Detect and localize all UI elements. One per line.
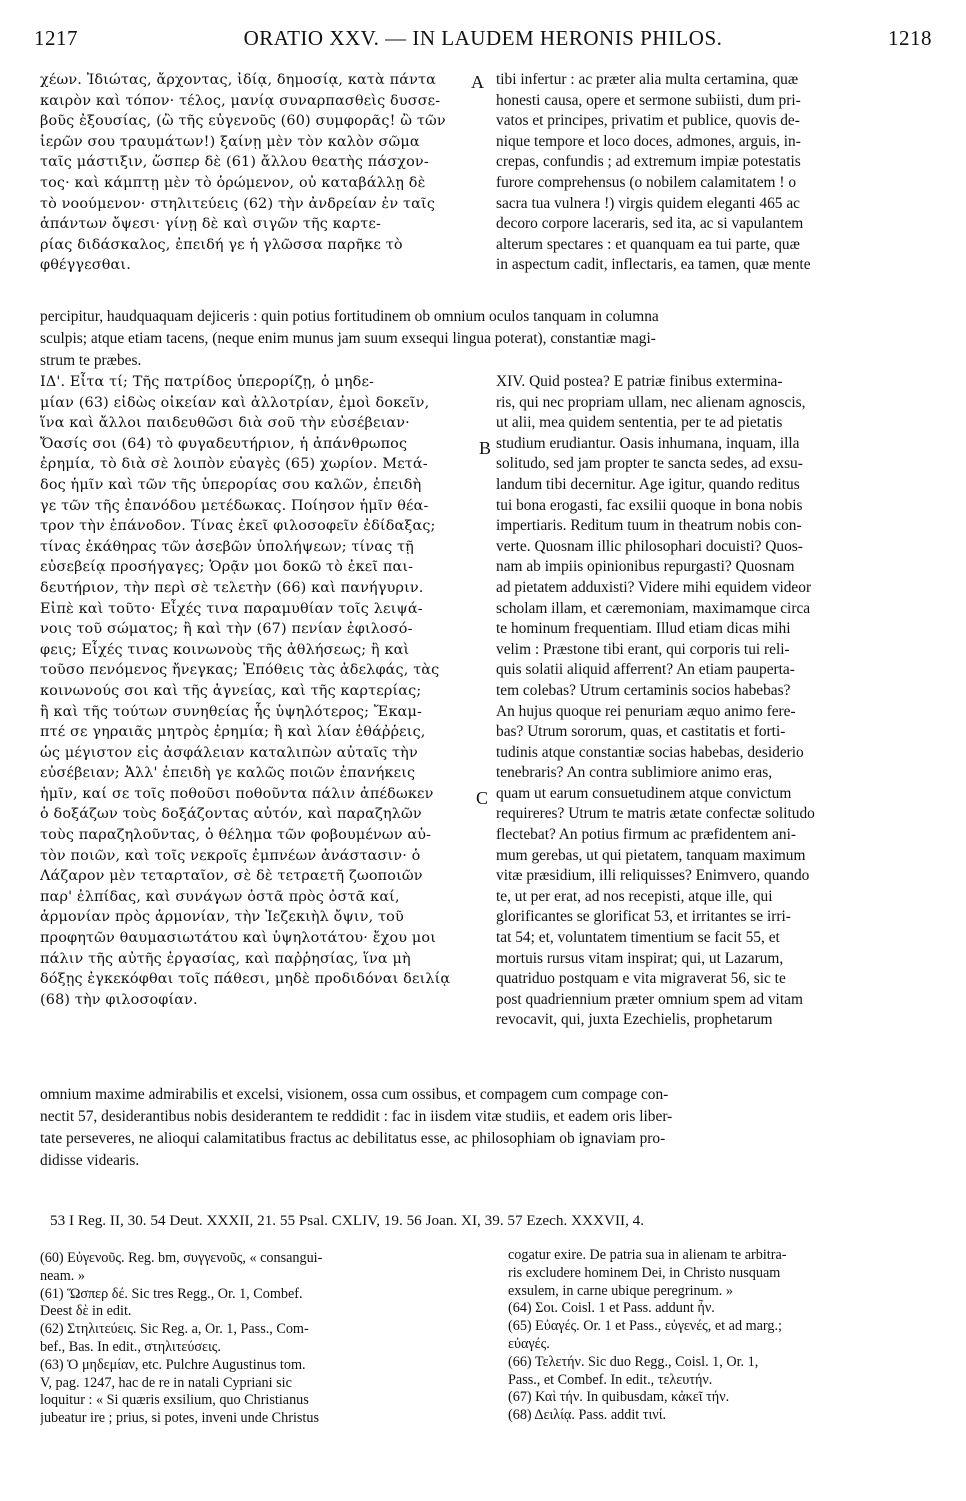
text-line: quatriduo postquam e vita migraverat 56, sic te — [496, 970, 786, 988]
text-line: tudinis atque constantiæ socias habebas, desiderio — [496, 743, 804, 761]
text-line: cogatur exire. De patria sua in alienam te arbitra- — [508, 1247, 787, 1263]
text-line: nectit 57, desiderantibus nobis desiderantem te reddidit : fac in iisdem vitæ studiis, et eadem oris liber- — [40, 1108, 673, 1125]
text-line: τοὺς παραζηλοῦντας, ὁ θέλημα τῶν φοβουμένων αὐ- — [40, 827, 432, 844]
text-line: mortuis rursus vitam inspirat; qui, ut Lazarum, — [496, 949, 784, 967]
text-line: tat 54; et, voluntatem timentium se facit 55, et — [496, 929, 780, 947]
text-line: (61) Ὥσπερ δέ. Sic tres Regg., Or. 1, Combef. — [40, 1285, 303, 1302]
text-line: ἱερῶν σου τραυμάτων!) ξαίνῃ μὲν τὸν καλὸν σῶμα — [40, 133, 420, 150]
text-line: (68) Δειλίᾳ. Pass. addit τινί. — [508, 1407, 667, 1424]
text-line: (60) Εὐγενοῦς. Reg. bm, συγγενοῦς, « consangui- — [40, 1250, 323, 1266]
text-line: omnium maxime admirabilis et excelsi, visionem, ossa cum ossibus, et compagem cum compage con- — [40, 1086, 669, 1103]
text-line: vatos et principes, privatim et publice, quovis de- — [496, 112, 800, 130]
text-line: furore comprehensus (o nobilem calamitatem ! o — [496, 173, 797, 191]
text-line: ἐρημία, τὸ διὰ σὲ λοιπὸν εὐαγὲς (65) χωρίον. Μετά- — [40, 456, 428, 473]
text-line: Εἰπὲ καὶ τοῦτο· Εἶχές τινα παραμυθίαν τοῖς λειψά- — [40, 600, 423, 617]
text-line: solitudo, sed jam propter te sancta sedes, ad exsu- — [496, 455, 803, 473]
text-line: (64) Σοι. Coisl. 1 et Pass. addunt ἦν. — [508, 1300, 715, 1317]
text-line: (67) Καὶ τήν. In quibusdam, κἀκεῖ τήν. — [508, 1389, 730, 1406]
text-line: εὐσεβείᾳ προσήγαγες; Ὁρᾷν μοι δοκῶ τὸ ἐκεῖ παι- — [40, 559, 414, 576]
text-line: alterum spectares : et quanquam ea tui parte, quæ — [496, 235, 800, 253]
text-line: (65) Εὐαγές. Or. 1 et Pass., εὐγενές, et ad marg.; — [508, 1318, 782, 1335]
text-line: quam ut earum consuetudinem atque convictum — [496, 784, 792, 802]
running-title: ORATIO XXV. — IN LAUDEM HERONIS PHILOS. — [243, 26, 723, 50]
text-line: χέων. Ἰδιώτας, ἄρχοντας, ἰδίᾳ, δημοσίᾳ, κατὰ πάντα — [40, 72, 436, 88]
text-line: tate perseveres, ne alioqui calamitatibus fractus ac debilitatus esse, ac philosophiam ob ignaviam pro- — [40, 1130, 666, 1147]
text-line: neam. » — [40, 1267, 85, 1284]
text-line: studium erudiantur. Oasis inhumana, inquam, illa — [496, 434, 800, 452]
text-line: requireres? Utrum te matris ætate confectæ solitudo — [496, 805, 815, 823]
text-line: μίαν (63) εἰδὼς οἰκείαν καὶ ἀλλοτρίαν, ἐμοὶ δοκεῖν, — [40, 394, 430, 411]
text-line: velim : Præstone tibi erant, qui corporis tui reli- — [496, 640, 790, 658]
text-line: flectebat? An potius firmum ac præfidentem ani- — [496, 826, 797, 844]
running-header — [34, 26, 932, 56]
text-line: scholam illam, et cæremoniam, maximamque circa — [496, 599, 811, 617]
text-line: τοῦσο πενόμενος ἤνεγκας; Ἐπόθεις τὰς ἀδελφάς, τὰς — [40, 662, 440, 679]
text-line: ταῖς μάστιξιν, ὥσπερ δὲ (61) ἄλλου θεατὴς πάσχον- — [40, 154, 429, 171]
text-line: Pass., et Combef. In edit., τελευτήν. — [508, 1371, 713, 1388]
text-line: didisse videaris. — [40, 1152, 140, 1169]
text-line: landum tibi decernitur. Age igitur, quando reditus — [496, 475, 800, 493]
text-line: ris excludere hominem Dei, in Christo nusquam — [508, 1264, 781, 1281]
greek-column-middle — [40, 372, 487, 1010]
text-line: Ὄασίς σοι (64) τὸ φυγαδευτήριον, ἡ ἀπάνθρωπος — [40, 435, 408, 452]
text-line: τος· καὶ κάμπτῃ μὲν τὸ ὁρώμενον, οὐ καταβάλλῃ δὲ — [40, 174, 426, 191]
text-line: nam ab impiis opinionibus repurgasti? Quosnam — [496, 558, 795, 576]
text-line: (66) Τελετήν. Sic duo Regg., Coisl. 1, Or. 1, — [508, 1353, 759, 1370]
latin-full-width-1 — [40, 306, 940, 372]
page-number-left: 1217 — [34, 26, 78, 50]
text-line: tenebraris? An contra sublimiore animo eras, — [496, 764, 773, 782]
section-marker-a: A — [471, 72, 484, 92]
text-line: glorificantes se glorificat 53, et irritantes se irri- — [496, 908, 791, 926]
text-line: βοῦς ἐξουσίας, (ὢ τῆς εὐγενοῦς (60) συμφορᾶς! ὢ τῶν — [40, 113, 446, 130]
text-line: revocavit, qui, juxta Ezechielis, prophetarum — [496, 1011, 773, 1029]
text-line: πτέ σε γηραιᾶς μητρὸς ἐρημία; ἢ καὶ λίαν ἐθάῤῥεις, — [40, 724, 426, 741]
text-line: post quadriennium præter omnium spem ad vitam — [496, 990, 803, 1008]
text-line: πάλιν τῆς αὐτῆς ἐργασίας, καὶ παῤῥησίας, ἵνα μὴ — [40, 950, 411, 967]
section-marker-c: C — [476, 788, 489, 808]
text-line: ad pietatem adduxisti? Videre mihi equidem videor — [496, 578, 812, 596]
text-line: verte. Quosnam illic philosophari docuisti? Quos- — [496, 537, 803, 555]
latin-column-top — [496, 70, 936, 276]
text-line: bas? Utrum sororum, quas, et castitatis et forti- — [496, 723, 786, 741]
text-line: sculpis; atque etiam tacens, (neque enim munus jam suum exsequi lingua poterat), constantiæ magi- — [40, 330, 656, 347]
text-line: mum gerebas, ut qui pietatem, tanquam maximum — [496, 846, 806, 864]
text-line: φθέγγεσθαι. — [40, 257, 131, 274]
text-line: ρίας διδάσκαλος, ἐπειδή γε ἡ γλῶσσα παρῆκε τὸ — [40, 236, 403, 253]
text-line: tibi infertur : ac præter alia multa certamina, quæ — [496, 71, 799, 88]
text-line: (63) Ὁ μηδεμίαν, etc. Pulchre Augustinus tom. — [40, 1356, 306, 1373]
text-line: ἢ καὶ τῆς τούτων συνηθείας ἧς ὑψηλότερος; Ἔκαμ- — [40, 703, 422, 720]
text-line: καιρὸν καὶ τόπον· τέλος, μανίᾳ συναρπασθεὶς δυσσε- — [40, 92, 441, 109]
text-line: honesti causa, opere et sermone subiisti, dum pri- — [496, 91, 801, 109]
footnotes-left — [40, 1250, 490, 1428]
text-line: percipitur, haudquaquam dejiceris : quin potius fortitudinem ob omnium oculos tanquam in columna — [40, 308, 659, 325]
text-line: crepas, confundis ; ad extremum impiæ potestatis — [496, 153, 801, 171]
text-line: προφητῶν θαυμασιωτάτου καὶ ὑψηλοτάτου· ἔχου μοι — [40, 930, 437, 947]
text-line: tem colebas? Utrum certaminis socios habebas? — [496, 681, 791, 699]
text-line: V, pag. 1247, hac de re in natali Cypriani sic — [40, 1374, 292, 1391]
text-line: ἁπάντων ὄψεσι· γίνῃ δὲ καὶ σιγῶν τῆς καρτε- — [40, 216, 381, 233]
footnotes-right — [508, 1247, 940, 1425]
text-line: Deest δὲ in edit. — [40, 1303, 132, 1320]
text-line: ἵνα καὶ ἄλλοι παιδευθῶσι διὰ σοῦ τὴν εὐσέβειαν· — [40, 415, 410, 432]
text-line: in aspectum cadit, inflectaris, ea tamen, quæ mente — [496, 256, 811, 274]
text-line: ἁρμονίαν πρὸς ἁρμονίαν, τὴν Ἰεζεκιὴλ ὄψιν, τοῦ — [40, 909, 404, 926]
text-line: δος ἡμῖν καὶ τῶν τῆς ὑπερορίας σου καλῶν, ἐπειδὴ — [40, 476, 422, 493]
text-line: τὸ νοούμενον· στηλιτεύεις (62) τὴν ἀνδρείαν ἐν ταῖς — [40, 195, 436, 212]
text-line: παρ' ἐλπίδας, καὶ συνάγων ὀστᾶ πρὸς ὀστᾶ καί, — [40, 888, 400, 905]
text-line: τρον τὴν ἐπάνοδον. Τίνας ἐκεῖ φιλοσοφεῖν ἐδίδαξας; — [40, 518, 436, 535]
latin-full-width-2 — [40, 1084, 940, 1172]
section-marker-b: B — [479, 438, 492, 458]
text-line: impertiaris. Reditum tuum in theatrum nobis con- — [496, 517, 802, 535]
text-line: εὐσέβειαν; Ἀλλ' ἐπειδὴ γε καλῶς ποιῶν ἐπανήκεις — [40, 765, 416, 782]
text-line: εὐαγές. — [508, 1335, 550, 1352]
text-line: te hominum frequentiam. Illud etiam dicas mihi — [496, 620, 791, 638]
text-line: XIV. Quid postea? E patriæ finibus extermina- — [496, 373, 783, 390]
text-line: vitæ præsidium, illi reliquisses? Enimvero, quando — [496, 867, 810, 885]
text-line: ΙΔ'. Εἶτα τί; Τῆς πατρίδος ὑπερορίζῃ, ὁ μηδε- — [40, 374, 375, 390]
text-line: (62) Στηλιτεύεις. Sic Reg. a, Or. 1, Pass., Com- — [40, 1321, 309, 1338]
text-line: τὸν ποιῶν, καὶ τοῖς νεκροῖς ἐμπνέων ἀνάστασιν· ὁ — [40, 847, 421, 864]
latin-column-middle — [496, 372, 936, 1031]
text-line: loquitur : « Si quæris exsilium, quo Christianus — [40, 1392, 309, 1409]
page-number-right: 1218 — [888, 26, 932, 50]
text-line: strum te præbes. — [40, 352, 142, 369]
text-line: decoro corpore laceraris, sed ita, ac si vapulantem — [496, 215, 804, 233]
text-line: quis solatii aliquid afferrent? An etiam pauperta- — [496, 661, 795, 679]
text-line: κοινωνούς σοι καὶ τῆς ἁγνείας, καὶ τῆς καρτερίας; — [40, 682, 422, 699]
text-line: tui bona erogasti, fac exsilii quoque in bona nobis — [496, 496, 803, 514]
text-line: te, ut per erat, ad nos recepisti, atque ille, qui — [496, 887, 773, 905]
text-line: ὁ δοξάζων τοὺς δοξάζοντας αὐτόν, καὶ παραζηλῶν — [40, 806, 422, 823]
text-line: ἡμῖν, καί σε τοῖς ποθοῦσι ποθοῦντα πάλιν ἀπέδωκεν — [40, 785, 434, 802]
text-line: ut alii, mea quidem sententia, per te ad pietatis — [496, 414, 783, 432]
greek-column-top — [40, 70, 487, 276]
text-line: φεις; Εἶχές τινας κοινωνοὺς τῆς ἀθλήσεως; ἢ καὶ — [40, 641, 410, 658]
text-line: τίνας ἐκάθηρας τῶν ἀσεβῶν ὑπολήψεων; τίνας τῇ — [40, 538, 414, 555]
text-line: jubeatur ire ; prius, si potes, inveni unde Christus — [40, 1410, 319, 1427]
text-line: (68) τὴν φιλοσοφίαν. — [40, 991, 198, 1008]
text-line: nique tempore et loco doces, admones, arguis, in- — [496, 132, 801, 150]
text-line: νοις τοῦ σώματος; ἢ καὶ τὴν (67) πενίαν ἐφιλοσό- — [40, 621, 413, 638]
text-line: An hujus quoque rei penuriam æquo animo fere- — [496, 702, 796, 720]
text-line: bef., Bas. In edit., στηλιτεύσεις. — [40, 1338, 221, 1355]
text-line: ὡς μέγιστον εἰς ἀσφάλειαν καταλιπὼν αὐταῖς τὴν — [40, 744, 418, 761]
text-line: Λάζαρον μὲν τεταρταῖον, σὲ δὲ τετραετῆ ζωοποιῶν — [40, 868, 423, 885]
text-line: ris, qui nec propriam ullam, nec alienam agnoscis, — [496, 393, 806, 411]
text-line: δόξῃς ἐγκεκόφθαι τοῖς πάθεσι, μηδὲ προδιδόναι δειλίᾳ — [40, 971, 451, 988]
scripture-references: 53 I Reg. II, 30. 54 Deut. XXXII, 21. 55 Psal. CXLIV, 19. 56 Joan. XI, 39. 57 Ezech. XXXVII, 4. — [50, 1212, 645, 1229]
text-line: sacra tua vulnera !) virgis quidem eleganti 465 ac — [496, 194, 800, 212]
text-line: δευτήριον, τὴν περὶ σὲ τελετὴν (66) καὶ πανήγυριν. — [40, 579, 424, 596]
text-line: exsulem, in carne ubique peregrinum. » — [508, 1282, 733, 1299]
text-line: γε τῶν τῆς ἐπανόδου μετέδωκας. Ποίησον ἡμῖν θέα- — [40, 497, 429, 514]
